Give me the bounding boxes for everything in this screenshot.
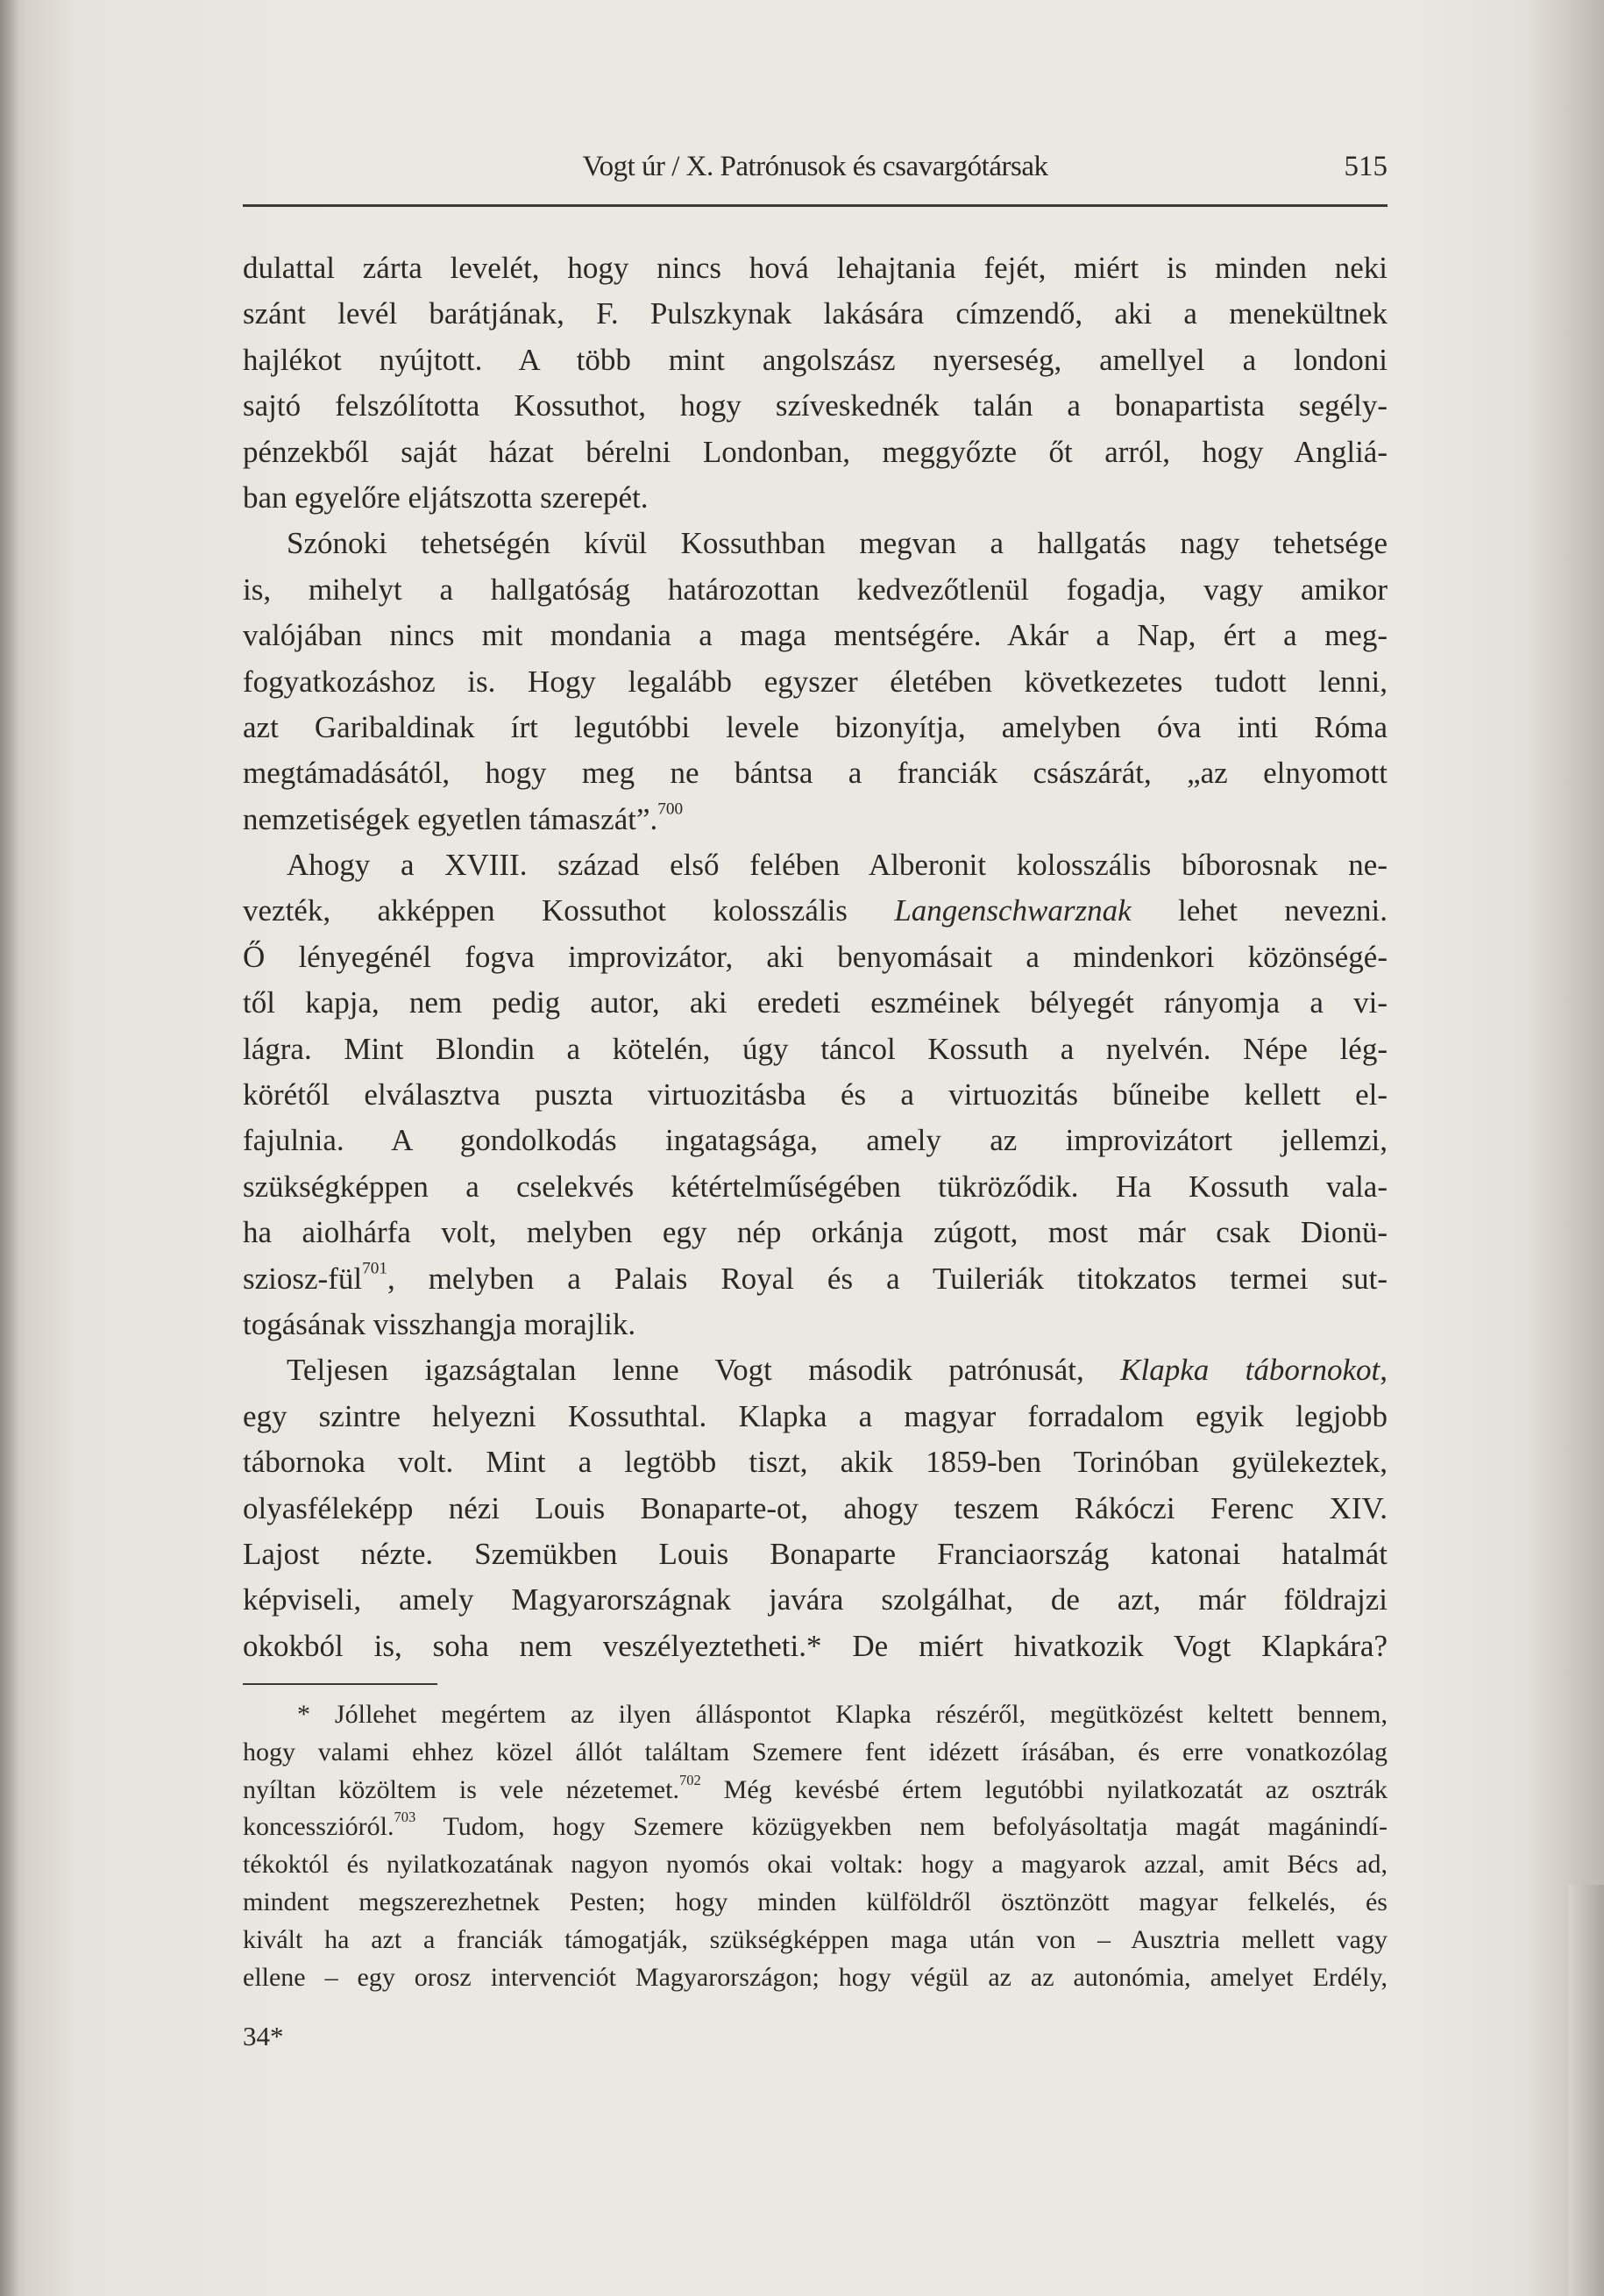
text-line — [243, 613, 1388, 658]
text-run: től kapja, nem pedig autor, aki eredeti eszméinek bélyegét rányomja a vi- — [243, 985, 1388, 1020]
text-run: képviseli, amely Magyarországnak javára szolgálhat, de azt, már földrajzi — [243, 1582, 1388, 1617]
text-run: tékoktól és nyilatkozatának nagyon nyomós okai voltak: hogy a magyarok azzal, amit Bécs ad, — [243, 1850, 1388, 1880]
text-run: sziosz-fül — [243, 1261, 363, 1296]
text-line — [243, 521, 1388, 566]
text-line — [243, 659, 1388, 705]
text-run: szánt levél barátjának, F. Pulszkynak lakására címzendő, aki a menekültnek — [243, 296, 1388, 331]
text-run: tábornoka volt. Mint a legtöbb tiszt, akik 1859-ben Torinóban gyülekeztek, — [243, 1445, 1388, 1480]
text-run: fogyatkozáshoz is. Hogy legalább egyszer életében következetes tudott lenni, — [243, 664, 1388, 699]
text-run: Szónoki tehetségén kívül Kossuthban megvan a hallgatás nagy tehetsége — [287, 526, 1388, 561]
text-run: koncesszióról. — [243, 1812, 394, 1842]
text-run: mindent megszerezhetnek Pesten; hogy minden külföldről ösztönzött magyar felkelés, és — [243, 1887, 1388, 1916]
text-run: Tudom, hogy Szemere közügyekben nem befolyásoltatja magát magánindí- — [415, 1812, 1388, 1842]
text-line — [243, 980, 1388, 1026]
text-run: togásának visszhangja morajlik. — [243, 1306, 636, 1341]
italic-text: Klapka tábornokot — [1120, 1353, 1380, 1388]
footnote-line — [243, 1846, 1388, 1884]
footnote-line — [243, 1884, 1388, 1922]
text-line — [243, 1256, 1388, 1302]
text-line — [243, 1532, 1388, 1577]
text-run: vezték, akképpen Kossuthot kolosszális — [243, 893, 895, 928]
text-run: Lajost nézte. Szemükben Louis Bonaparte Franciaország katonai hatalmát — [243, 1536, 1388, 1571]
footnote-reference: 700 — [657, 800, 684, 819]
text-line — [243, 1164, 1388, 1210]
text-run: nemzetiségek egyetlen támaszát”. — [243, 801, 658, 836]
text-line — [243, 1027, 1388, 1072]
text-line — [243, 1302, 1388, 1347]
text-run: ban egyelőre eljátszotta szerepét. — [243, 480, 649, 515]
text-run: olyasféleképp nézi Louis Bonaparte-ot, ahogy teszem Rákóczi Ferenc XIV. — [243, 1490, 1388, 1525]
text-run: is, mihelyt a hallgatóság határozottan kedvezőtlenül fogadja, vagy amikor — [243, 572, 1388, 607]
text-run: * Jóllehet megértem az ilyen álláspontot Klapka részéről, megütközést keltett bennem, — [297, 1700, 1388, 1729]
text-line — [243, 338, 1388, 383]
text-run: lágra. Mint Blondin a kötelén, úgy táncol Kossuth a nyelvén. Népe lég- — [243, 1031, 1388, 1066]
text-run: valójában nincs mit mondania a maga mentségére. Akár a Nap, ért a meg- — [243, 618, 1388, 653]
text-line — [243, 245, 1388, 291]
text-run: ellene – egy orosz intervenciót Magyarországon; hogy végül az az autonómia, amelyet Erdély, — [243, 1962, 1388, 1992]
footnote-rule — [243, 1683, 437, 1685]
text-line — [243, 475, 1388, 521]
footnote-line — [243, 1922, 1388, 1959]
text-line — [243, 1624, 1388, 1669]
text-run: egy szintre helyezni Kossuthtal. Klapka a magyar forradalom egyik legjobb — [243, 1398, 1388, 1433]
text-line — [243, 797, 1388, 842]
text-line — [243, 842, 1388, 888]
text-line — [243, 935, 1388, 980]
running-header — [243, 151, 1388, 195]
text-line — [243, 383, 1388, 429]
text-run: körétől elválasztva puszta virtuozitásba és a virtuozitás bűneibe kellett el- — [243, 1077, 1388, 1112]
text-run: lehet nevezni. — [1131, 893, 1388, 928]
text-run: nyíltan közöltem is vele nézetemet. — [243, 1774, 679, 1804]
text-line — [243, 1118, 1388, 1163]
running-title: Vogt úr / X. Patrónusok és csavargótársak — [582, 151, 1048, 182]
text-run: , — [1380, 1353, 1388, 1388]
footnote-line — [243, 1772, 1388, 1809]
text-run: okokból is, soha nem veszélyeztetheti.* De miért hivatkozik Vogt Klapkára? — [243, 1628, 1388, 1663]
italic-text: Langenschwarznak — [894, 893, 1132, 928]
text-run: hogy valami ehhez közel állót találtam Szemere fent idézett írásában, és erre vonatkozólag — [243, 1737, 1388, 1766]
text-run: dulattal zárta levelét, hogy nincs hová lehajtania fejét, miért is minden neki — [243, 251, 1388, 285]
footnote-line — [243, 1959, 1388, 1997]
footnote-line — [243, 1809, 1388, 1846]
text-line — [243, 1210, 1388, 1255]
text-line — [243, 1577, 1388, 1623]
book-gutter-shadow — [0, 0, 18, 2296]
text-run: kivált ha azt a franciák támogatják, szükségképpen maga után von – Ausztria mellett vagy — [243, 1924, 1388, 1954]
text-run: szükségképpen a cselekvés kétértelműségében tükröződik. Ha Kossuth vala- — [243, 1169, 1388, 1204]
text-run: megtámadásától, hogy meg ne bántsa a franciák császárát, „az elnyomott — [243, 756, 1388, 791]
text-run: pénzekből saját házat bérelni Londonban, meggyőzte őt arról, hogy Angliá- — [243, 434, 1388, 469]
text-run: fajulnia. A gondolkodás ingatagsága, amely az improvizátort jellemzi, — [243, 1123, 1388, 1158]
text-line — [243, 750, 1388, 796]
text-run: Teljesen igazságtalan lenne Vogt második patrónusát, — [287, 1353, 1121, 1388]
header-rule — [243, 204, 1388, 207]
text-line — [243, 430, 1388, 475]
footnote-reference: 702 — [678, 1771, 701, 1788]
text-run: Ő lényegénél fogva improvizátor, aki benyomásait a mindenkori közönségé- — [243, 939, 1388, 974]
footnote-reference: 703 — [394, 1809, 416, 1826]
text-line — [243, 1347, 1388, 1393]
text-line — [243, 888, 1388, 934]
text-line — [243, 1394, 1388, 1439]
signature-mark: 34* — [243, 2021, 284, 2051]
text-run: , melyben a Palais Royal és a Tuileriák titokzatos termei sut- — [387, 1261, 1388, 1296]
footnote — [243, 1696, 1388, 1996]
text-line — [243, 1486, 1388, 1532]
text-run: azt Garibaldinak írt legutóbbi levele bizonyítja, amelyben óva inti Róma — [243, 709, 1388, 744]
body-text — [243, 245, 1388, 1669]
text-run: Ahogy a XVIII. század első felében Alberonit kolosszális bíborosnak ne- — [287, 848, 1388, 883]
footnote-line — [243, 1696, 1388, 1734]
text-line — [243, 291, 1388, 337]
footnote-line — [243, 1734, 1388, 1772]
text-run: sajtó felszólította Kossuthot, hogy szíveskednék talán a bonapartista segély- — [243, 388, 1388, 423]
footnote-reference: 701 — [362, 1259, 387, 1278]
page-number: 515 — [1344, 151, 1388, 182]
text-line — [243, 1439, 1388, 1485]
adjacent-pages-edge — [1569, 1885, 1604, 2296]
text-line — [243, 567, 1388, 613]
text-line — [243, 705, 1388, 750]
text-run: Még kevésbé értem legutóbbi nyilatkozatát az osztrák — [700, 1774, 1388, 1804]
text-line — [243, 1072, 1388, 1118]
text-run: hajlékot nyújtott. A több mint angolszász nyerseség, amellyel a londoni — [243, 342, 1388, 377]
text-run: ha aiolhárfa volt, melyben egy nép orkánja zúgott, most már csak Dionü- — [243, 1215, 1388, 1250]
